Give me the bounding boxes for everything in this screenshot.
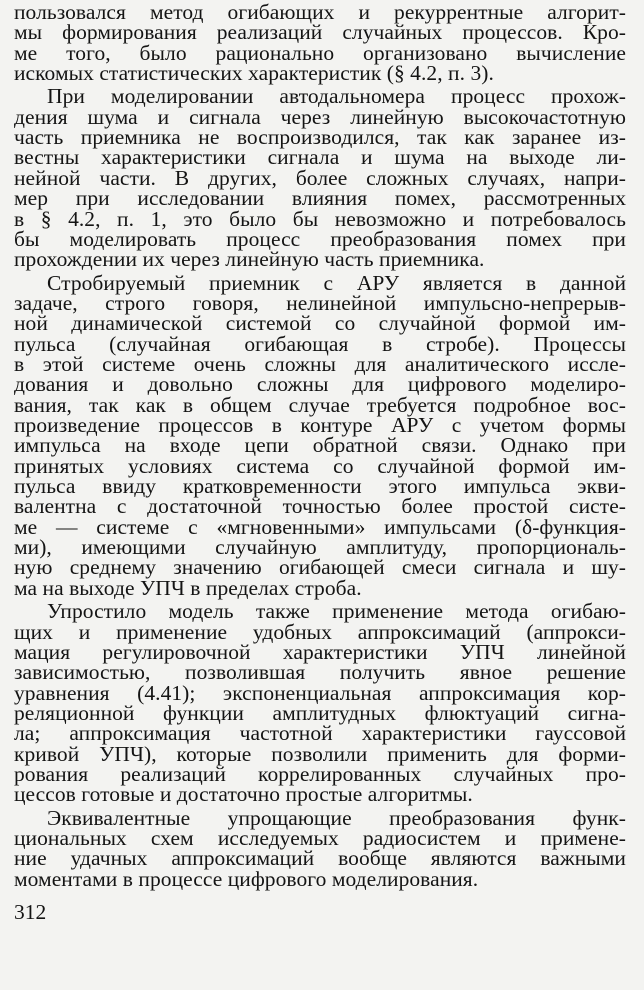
- text-line: ме того, было рационально организовано вычисление: [14, 40, 626, 65]
- text-line: принятых условиях система со случайной формой им-: [14, 453, 626, 478]
- text-line: мация регулировочной характеристики УПЧ линейной: [14, 639, 626, 664]
- text-line: пульса ввиду кратковременности этого импульса экви-: [14, 474, 626, 499]
- text-line: ной динамической системой со случайной формой им-: [14, 311, 626, 336]
- text-line: ма на выходе УПЧ в пределах строба.: [14, 575, 362, 600]
- text-line: мер при исследовании влияния помех, рассмотренных: [14, 186, 626, 211]
- text-line: нейной части. В других, более сложных случаях, напри-: [14, 165, 626, 190]
- text-line: вестны характеристики сигнала и шума на выходе ли-: [14, 145, 626, 170]
- text-line: ме — системе с «мгновенными» импульсами (δ-функция-: [14, 514, 626, 539]
- page-number: 312: [14, 900, 47, 924]
- text-line: вания, так как в общем случае требуется подробное вос-: [14, 392, 626, 417]
- text-line: пользовался метод огибающих и рекуррентные алгорит-: [14, 0, 626, 24]
- text-line: моментами в процессе цифрового моделирования.: [14, 866, 479, 891]
- text-line: в § 4.2, п. 1, это было бы невозможно и потребовалось: [14, 206, 626, 231]
- paragraph-first-line: Стробируемый приемник с АРУ является в данной: [47, 270, 626, 295]
- paragraph-first-line: При моделировании автодальномера процесс прохож-: [47, 84, 626, 109]
- text-line: цессов готовые и достаточно простые алгоритмы.: [14, 782, 473, 807]
- paragraph-first-line: Упростило модель также применение метода огибаю-: [47, 599, 626, 624]
- text-line: часть приемника не воспроизводился, так как заранее из-: [14, 125, 626, 150]
- text-line: мы формирования реализаций случайных процессов. Кро-: [14, 20, 626, 45]
- text-line: произведение процессов в контуре АРУ с учетом формы: [14, 413, 626, 437]
- text-line: задаче, строго говоря, нелинейной импульсно-непрерыв-: [14, 290, 626, 315]
- text-line: зависимостью, позволившая получить явное решение: [14, 660, 626, 685]
- text-line: ла; аппроксимация частотной характеристики гауссовой: [14, 721, 626, 746]
- text-line: ную среднему значению огибающей смеси сигнала и шу-: [14, 555, 626, 580]
- text-line: прохождении их через линейную часть приемника.: [14, 247, 485, 272]
- text-line: ние удачных аппроксимаций вообще являются важными: [14, 846, 626, 871]
- text-line: импульса на входе цепи обратной связи. Однако при: [14, 433, 626, 458]
- text-line: рования реализаций коррелированных случайных про-: [14, 761, 626, 786]
- text-line: ми), имеющими случайную амплитуду, пропорциональ-: [14, 535, 626, 560]
- text-line: дования и довольно сложны для цифрового моделиро-: [14, 372, 626, 397]
- text-line: щих и применение удобных аппроксимаций (аппрокси-: [14, 619, 626, 644]
- text-line: уравнения (4.41); экспоненциальная аппроксимация кор-: [14, 680, 626, 705]
- paragraph-first-line: Эквивалентные упрощающие преобразования функ-: [47, 805, 626, 830]
- text-line: кривой УПЧ), которые позволили применить для форми-: [14, 741, 626, 766]
- text-line: искомых статистических характеристик (§ 4.2, п. 3).: [14, 61, 494, 86]
- text-line: пульса (случайная огибающая в стробе). Процессы: [14, 331, 626, 356]
- text-line: в этой системе очень сложны для аналитического иссле-: [14, 351, 626, 376]
- text-line: циональных схем исследуемых радиосистем и примене-: [14, 826, 626, 850]
- text-line: бы моделировать процесс преобразования помех при: [14, 226, 626, 251]
- text-line: реляционной функции амплитудных флюктуаций сигна-: [14, 700, 626, 725]
- text-line: дения шума и сигнала через линейную высокочастотную: [14, 104, 626, 129]
- text-line: валентна с достаточной точностью более простой систе-: [14, 494, 626, 519]
